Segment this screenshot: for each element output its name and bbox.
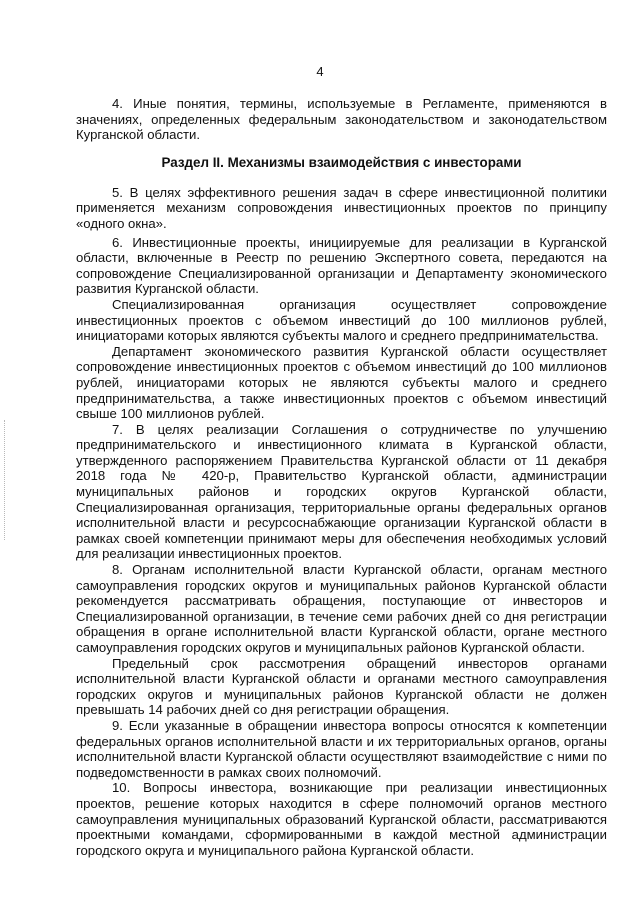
paragraph-7: 7. В целях реализации Соглашения о сотрудничестве по улучшению предпринимательского и инвестиционного климата в Курганской области, утвержденного распоряжением Правительства Курганской области от 11 декабря 2018 года № 420-р, Правительство Курганской области, администрации муниципальных районов и городских округов Курганской области, Специализированная организация, территориальные органы федеральных органов исполнительной власти и ресурсоснабжающие организации Курганской области в рамках своей компетенции принимают меры для обеспечения необходимых условий для реализации инвестиционных проектов.	[76, 421, 607, 562]
scan-margin-marks	[4, 420, 9, 540]
paragraph-6-department: Департамент экономического развития Курганской области осуществляет сопровождение инвестиционных проектов с объемом инвестиций до 100 миллионов рублей, инициаторами которых не являются субъекты малого и среднего предпринимательства, а также инвестиционных проектов с объемом инвестиций свыше 100 миллионов рублей.	[76, 343, 607, 422]
paragraph-8: 8. Органам исполнительной власти Курганской области, органам местного самоуправления городских округов и муниципальных районов Курганской области рекомендуется рассматривать обращения, поступающие от инвесторов и Специализированной организации, в течение семи рабочих дней со дня регистрации обращения в органе исполнительной власти Курганской области, органе местного самоуправления городских округов и муниципальных районов Курганской области.	[76, 562, 607, 655]
paragraph-5: 5. В целях эффективного решения задач в сфере инвестиционной политики применяется механизм сопровождения инвестиционных проектов по принципу «одного окна».	[76, 184, 607, 231]
page-number: 4	[316, 64, 324, 79]
paragraph-6: 6. Инвестиционные проекты, инициируемые для реализации в Курганской области, включенные в Реестр по решению Экспертного совета, передаются на сопровождение Специализированной организации и Департаменту экономического развития Курганской области.	[76, 234, 607, 297]
paragraph-10: 10. Вопросы инвестора, возникающие при реализации инвестиционных проектов, решение которых находится в сфере полномочий органов местного самоуправления муниципальных образований Курганской области, рассматриваются проектными командами, сформированными в каждой местной администрации городского округа и муниципального района Курганской области.	[76, 780, 607, 858]
paragraph-8-deadline: Предельный срок рассмотрения обращений инвесторов органами исполнительной власти Курганской области и органами местного самоуправления городских округов и муниципальных районов Курганской области не должен превышать 14 рабочих дней со дня регистрации обращения.	[76, 655, 607, 718]
paragraph-4: 4. Иные понятия, термины, используемые в Регламенте, применяются в значениях, определенных федеральным законодательством и законодательством Курганской области.	[76, 96, 607, 143]
section-title: Раздел II. Механизмы взаимодействия с инвесторами	[161, 154, 522, 170]
paragraph-9: 9. Если указанные в обращении инвестора вопросы относятся к компетенции федеральных органов исполнительной власти и их территориальных органов, органы исполнительной власти Курганской области осуществляют взаимодействие с ними по подведомственности в рамках своих полномочий.	[76, 717, 607, 780]
paragraph-6-specialized-organization: Специализированная организация осуществляет сопровождение инвестиционных проектов с объемом инвестиций до 100 миллионов рублей, инициаторами которых являются субъекты малого и среднего предпринимательства.	[76, 296, 607, 344]
document-body	[76, 96, 607, 858]
